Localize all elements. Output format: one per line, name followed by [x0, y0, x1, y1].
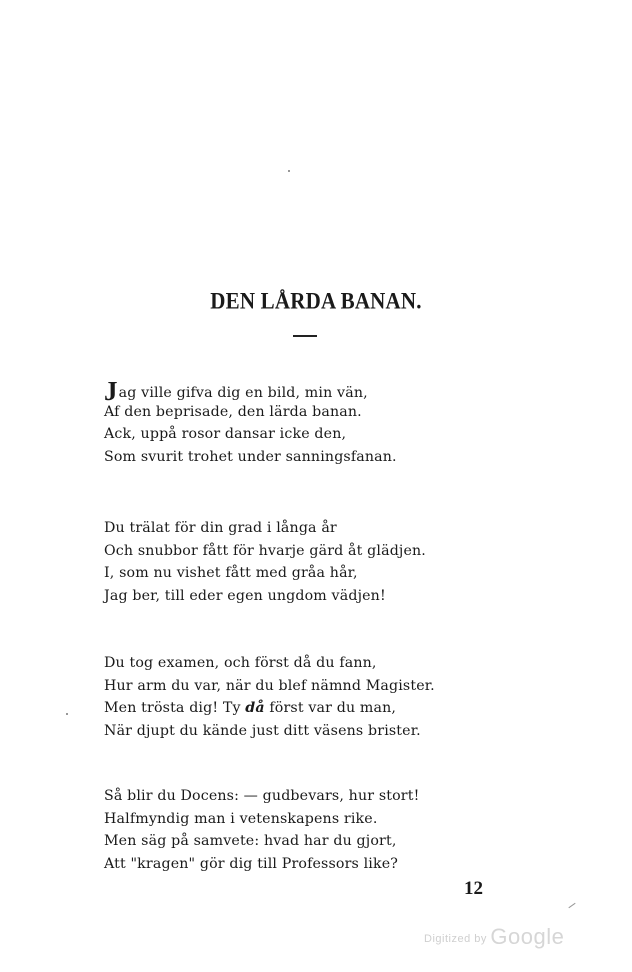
stanza-4: [104, 785, 524, 875]
verse-line: Af den beprisade, den lärda banan.: [104, 403, 362, 420]
verse-line: Halfmyndig man i vetenskapens rike.: [104, 810, 378, 827]
watermark-brand: Google: [490, 924, 565, 949]
verse-line: Du tog examen, och först då du fann,: [104, 655, 377, 671]
verse-text: först var du man,: [264, 700, 397, 716]
drop-cap: J: [104, 376, 118, 406]
watermark-prefix: Digitized by: [424, 933, 487, 945]
verse-line: Så blir du Docens: — gudbevars, hur stort!: [104, 788, 420, 804]
title-rule: [293, 335, 317, 337]
stanza-1: [104, 378, 524, 468]
verse-line: Hur arm du var, när du blef nämnd Magister.: [104, 677, 435, 694]
verse-line: Och snubbor fått för hvarje gärd åt glädjen.: [104, 542, 426, 559]
verse-line: Som svurit trohet under sanningsfanan.: [104, 448, 397, 465]
verse-line: [104, 376, 524, 406]
verse-line: [104, 697, 524, 720]
verse-line: Du trälat för din grad i långa år: [104, 520, 337, 536]
paper-mark: [568, 903, 575, 908]
page-number: 12: [464, 878, 483, 899]
poem-title: DEN LÅRDA BANAN.: [210, 287, 422, 315]
verse-text: Men trösta dig! Ty: [104, 700, 246, 716]
verse-line: Att "kragen" gör dig till Professors like?: [104, 855, 399, 872]
digitization-watermark: [424, 924, 564, 950]
stanza-2: [104, 517, 524, 607]
verse-line: I, som nu vishet fått med gråa hår,: [104, 565, 358, 581]
paper-speck: [288, 170, 290, 172]
verse-text: ag ville gifva dig en bild, min vän,: [118, 385, 368, 401]
paper-speck: [66, 713, 68, 715]
verse-line: Jag ber, till eder egen ungdom vädjen!: [104, 587, 386, 604]
verse-line: Ack, uppå rosor dansar icke den,: [104, 426, 347, 442]
stanza-3: [104, 652, 524, 742]
emphasis-word: då: [245, 700, 265, 716]
verse-line: När djupt du kände just ditt väsens brister.: [104, 722, 421, 739]
verse-line: Men säg på samvete: hvad har du gjort,: [104, 833, 397, 849]
